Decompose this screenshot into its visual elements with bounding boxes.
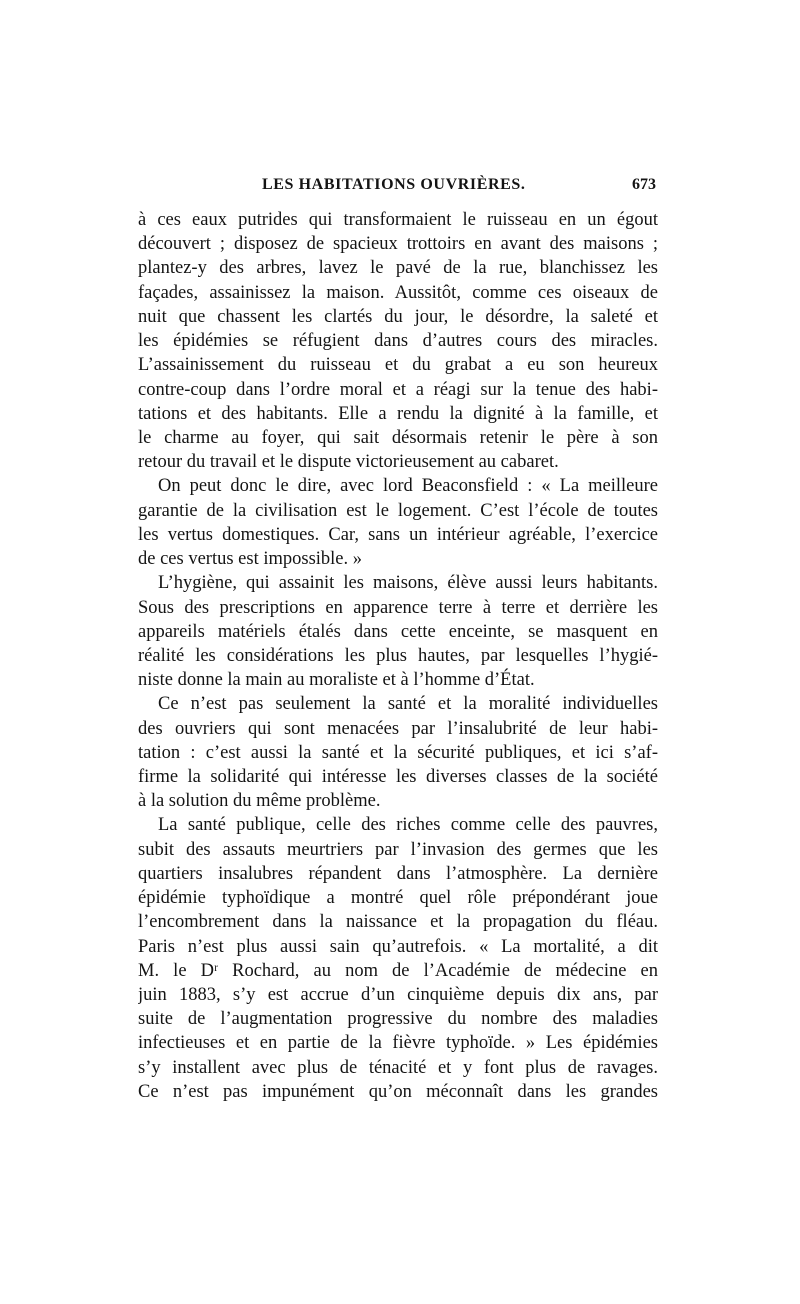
text-line: suite de l’augmentation progressive du nombre des maladies [138,1009,658,1030]
text-line: quartiers insalubres répandent dans l’atmosphère. La dernière [138,863,658,884]
text-line: tation : c’est aussi la santé et la sécurité publiques, et ici s’af- [138,742,658,763]
text-line: à la solution du même problème. [138,791,381,812]
text-line: infectieuses et en partie de la fièvre typhoïde. » Les épidémies [138,1033,658,1054]
text-line: Ce n’est pas seulement la santé et la moralité individuelles [158,694,658,715]
text-line: On peut donc le dire, avec lord Beaconsfield : « La meilleure [158,476,658,497]
text-line: les vertus domestiques. Car, sans un intérieur agréable, l’exercice [138,524,658,545]
text-line: garantie de la civilisation est le logement. C’est l’école de toutes [138,500,658,521]
text-line: Ce n’est pas impunément qu’on méconnaît dans les grandes [138,1081,658,1102]
text-line: le charme au foyer, qui sait désormais retenir le père à son [138,427,658,448]
running-title: LES HABITATIONS OUVRIÈRES. [262,176,526,193]
text-line: juin 1883, s’y est accrue d’un cinquième depuis dix ans, par [138,985,658,1005]
text-line: plantez-y des arbres, lavez le pavé de la rue, blanchissez les [138,258,658,279]
body-text [138,208,658,1104]
text-line: s’y installent avec plus de ténacité et y font plus de ravages. [138,1057,658,1078]
text-line: découvert ; disposez de spacieux trottoirs en avant des maisons ; [138,234,658,255]
text-line: La santé publique, celle des riches comme celle des pauvres, [158,815,658,836]
text-line: à ces eaux putrides qui transformaient le ruisseau en un égout [138,210,658,230]
text-line: L’assainissement du ruisseau et du grabat a eu son heureux [138,355,658,376]
text-line: subit des assauts meurtriers par l’invasion des germes que les [138,839,658,860]
text-line: l’encombrement dans la naissance et la propagation du fléau. [138,912,658,933]
text-line: façades, assainissez la maison. Aussitôt, comme ces oiseaux de [138,282,658,303]
text-line: niste donne la main au moraliste et à l’homme d’État. [138,670,535,691]
text-line: nuit que chassent les clartés du jour, le désordre, la saleté et [138,306,658,327]
text-line: les épidémies se réfugient dans d’autres cours des miracles. [138,331,658,352]
text-line: de ces vertus est impossible. » [138,549,363,570]
text-line: M. le Dʳ Rochard, au nom de l’Académie de médecine en [138,960,658,981]
page-number: 673 [632,176,656,193]
text-line: retour du travail et le dispute victorieusement au cabaret. [138,452,559,473]
text-line: appareils matériels étalés dans cette enceinte, se masquent en [138,621,658,642]
text-line: Paris n’est plus aussi sain qu’autrefois. « La mortalité, a dit [138,936,658,957]
text-line: Sous des prescriptions en apparence terre à terre et derrière les [138,597,658,618]
text-line: épidémie typhoïdique a montré quel rôle prépondérant joue [138,888,658,909]
text-line: tations et des habitants. Elle a rendu la dignité à la famille, et [138,403,658,424]
text-line: réalité les considérations les plus hautes, par lesquelles l’hygié- [138,645,658,666]
running-head [138,176,656,200]
text-line: firme la solidarité qui intéresse les diverses classes de la société [138,767,658,788]
text-line: des ouvriers qui sont menacées par l’insalubrité de leur habi- [138,718,658,739]
text-line: contre-coup dans l’ordre moral et a réagi sur la tenue des habi- [138,379,658,400]
text-line: L’hygiène, qui assainit les maisons, élève aussi leurs habitants. [158,573,658,594]
